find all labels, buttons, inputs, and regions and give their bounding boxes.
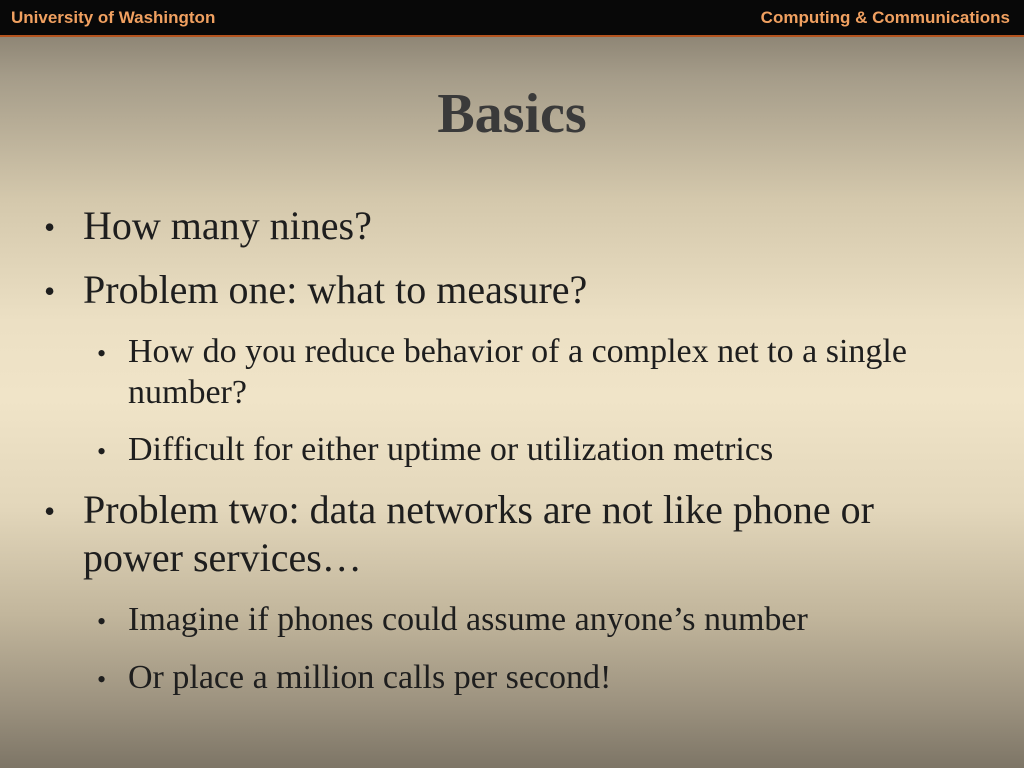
bullet-item <box>44 486 964 582</box>
bullet-text: Difficult for either uptime or utilization metrics <box>128 431 774 468</box>
bullet-text: Problem one: what to measure? <box>83 267 588 312</box>
slide-title: Basics <box>437 83 587 145</box>
bullet-item <box>44 202 964 250</box>
bullet-item <box>44 266 964 314</box>
sub-bullet-item <box>97 657 957 698</box>
header-left-label: University of Washington <box>11 8 216 27</box>
bullet-text: Problem two: data networks are not like phone or power services… <box>83 487 874 580</box>
header-bar <box>0 0 1024 37</box>
bullet-icon: • <box>44 273 56 309</box>
bullet-text: Imagine if phones could assume anyone’s number <box>128 601 808 638</box>
bullet-icon: • <box>44 493 56 529</box>
bullet-icon: • <box>97 607 107 636</box>
bullet-text: How do you reduce behavior of a complex net to a single number? <box>128 333 907 411</box>
bullet-icon: • <box>97 665 107 694</box>
bullet-icon: • <box>97 339 107 368</box>
bullet-text: Or place a million calls per second! <box>128 659 612 696</box>
bullet-icon: • <box>97 437 107 466</box>
bullet-icon: • <box>44 209 56 245</box>
sub-bullet-item <box>97 429 957 470</box>
sub-bullet-item <box>97 599 957 640</box>
header-right-label: Computing & Communications <box>760 8 1010 27</box>
bullet-text: How many nines? <box>83 203 372 248</box>
sub-bullet-item <box>97 331 957 413</box>
